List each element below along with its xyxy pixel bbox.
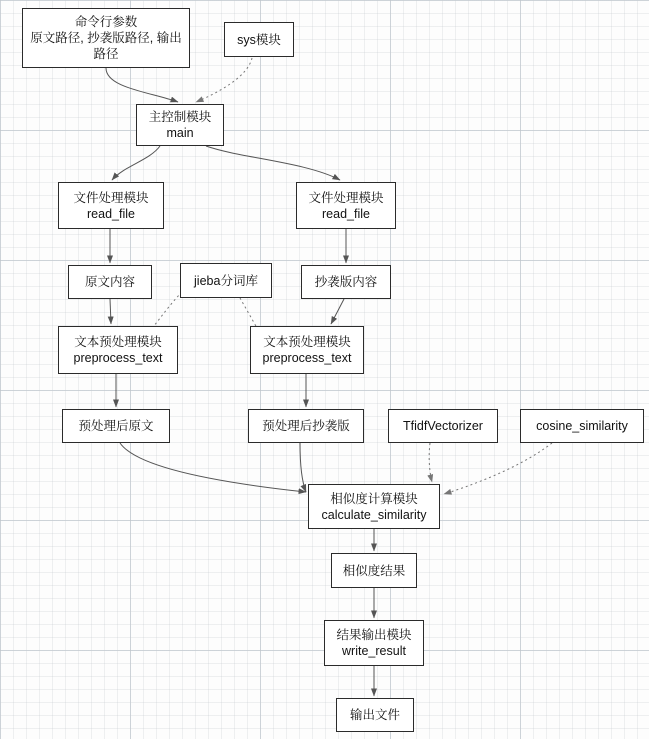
edge-args-main [106, 68, 178, 102]
node-label-line2: write_result [342, 644, 406, 658]
edge-orig-preleft [110, 299, 111, 324]
node-label-line2: preprocess_text [73, 351, 163, 365]
node-similarity-calc-module[interactable] [308, 484, 440, 529]
node-command-line-args[interactable] [22, 8, 190, 68]
node-label-line1: 抄袭版内容 [314, 275, 378, 289]
node-preprocess-left[interactable] [58, 326, 178, 374]
node-label-line2: read_file [322, 206, 370, 221]
node-jieba-library[interactable] [180, 263, 272, 298]
node-label-line1: cosine_similarity [536, 419, 628, 433]
node-label-line1: 相似度结果 [342, 563, 406, 578]
node-label-line1: 文件处理模块 [308, 190, 384, 205]
node-label-line1: 结果输出模块 [336, 628, 412, 642]
node-label-line1: 命令行参数 [74, 15, 138, 29]
node-label-line1: jieba分词库 [194, 273, 258, 288]
edge-tfidf-calc [429, 443, 432, 482]
node-label-line2: read_file [87, 206, 135, 221]
node-label-line1: 文本预处理模块 [74, 335, 162, 349]
node-sys-module[interactable] [224, 22, 294, 57]
node-file-module-left[interactable] [58, 182, 164, 229]
node-plagiarized-content[interactable] [301, 265, 391, 299]
node-preprocessed-plagiarized[interactable] [248, 409, 364, 443]
node-label-line1: 主控制模块 [148, 110, 212, 124]
edge-cosine-calc [444, 443, 552, 494]
node-original-content[interactable] [68, 265, 152, 299]
node-label-line2: 原文路径, 抄袭版路径, 输出路径 [30, 31, 182, 61]
node-preprocessed-original[interactable] [62, 409, 170, 443]
edge-copy-preright [331, 299, 344, 324]
node-label-line1: 输出文件 [349, 708, 400, 722]
edge-main-readleft [112, 146, 160, 180]
node-write-result-module[interactable] [324, 620, 424, 666]
node-label-line1: 预处理后抄袭版 [262, 419, 350, 433]
node-tfidf-vectorizer[interactable] [388, 409, 498, 443]
edge-sys-main [196, 58, 252, 102]
node-output-file[interactable] [336, 698, 414, 732]
node-similarity-result[interactable] [331, 553, 417, 588]
node-file-module-right[interactable] [296, 182, 396, 229]
node-preprocess-right[interactable] [250, 326, 364, 374]
node-label-line1: 原文内容 [84, 275, 135, 289]
node-main-control-module[interactable] [136, 104, 224, 146]
node-label-line1: 相似度计算模块 [330, 491, 418, 506]
node-cosine-similarity[interactable] [520, 409, 644, 443]
edge-preorig-calc [120, 443, 306, 492]
node-label-line2: main [166, 126, 194, 140]
node-label-line1: 文本预处理模块 [263, 335, 351, 349]
node-label-line1: 预处理后原文 [78, 419, 154, 433]
node-label-line2: calculate_similarity [321, 507, 427, 522]
node-label-line2: preprocess_text [262, 351, 352, 365]
edge-main-readright [206, 146, 340, 180]
edge-precopy-calc [300, 443, 306, 492]
node-label-line1: sys模块 [237, 32, 281, 47]
node-label-line1: 文件处理模块 [73, 190, 149, 205]
node-label-line1: TfidfVectorizer [403, 419, 483, 433]
